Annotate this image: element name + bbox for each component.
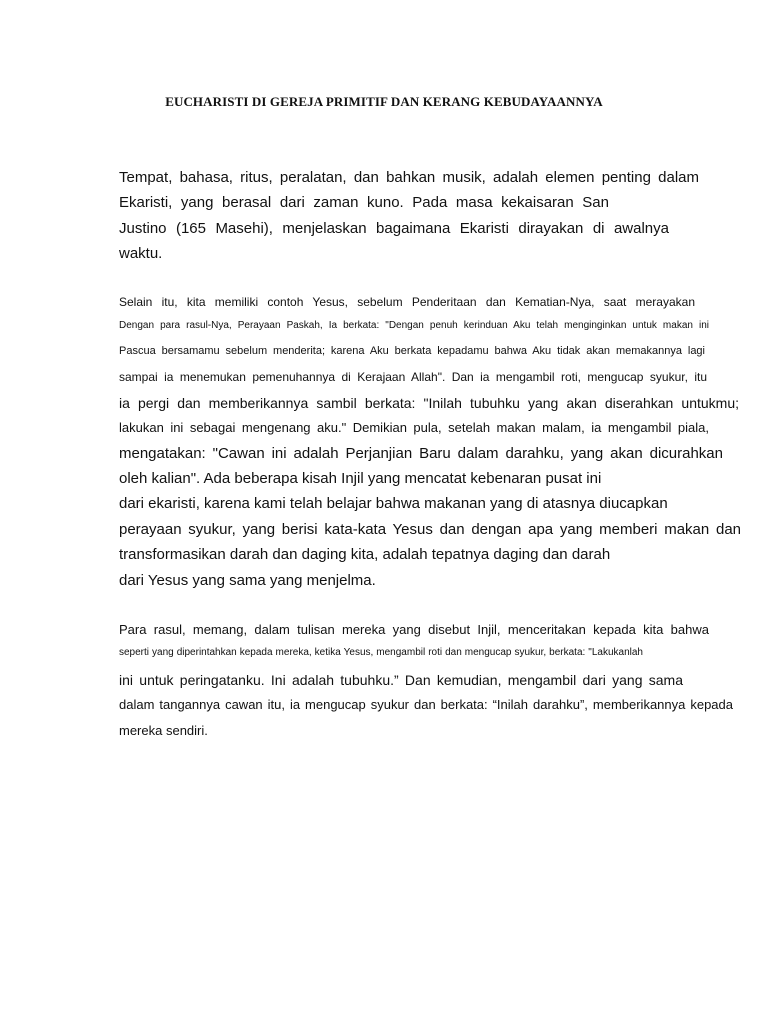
paragraph-2-line: dari ekaristi, karena kami telah belajar bahwa makanan yang di atasnya diucapkan (119, 495, 668, 512)
paragraph-2-line: Selain itu, kita memiliki contoh Yesus, sebelum Penderitaan dan Kematian-Nya, saat merayakan (119, 295, 695, 309)
paragraph-2-line: sampai ia menemukan pemenuhannya di Kerajaan Allah". Dan ia mengambil roti, mengucap syukur, itu (119, 370, 707, 384)
paragraph-3-line: dalam tangannya cawan itu, ia mengucap syukur dan berkata: “Inilah darahku”, memberikannya kepada (119, 697, 733, 712)
paragraph-2-line: Dengan para rasul-Nya, Perayaan Paskah, Ia berkata: "Dengan penuh kerinduan Aku telah menginginkan untuk makan ini (119, 320, 709, 331)
paragraph-2-line: ia pergi dan memberikannya sambil berkata: "Inilah tubuhku yang akan diserahkan untukmu; (119, 395, 739, 411)
paragraph-1-line: Justino (165 Masehi), menjelaskan bagaimana Ekaristi dirayakan di awalnya (119, 220, 669, 237)
paragraph-3-line: ini untuk peringatanku. Ini adalah tubuhku.” Dan kemudian, mengambil dari yang sama (119, 672, 683, 688)
paragraph-3-line: mereka sendiri. (119, 723, 208, 738)
paragraph-3-line: Para rasul, memang, dalam tulisan mereka yang disebut Injil, menceritakan kepada kita bahwa (119, 622, 709, 637)
paragraph-2-line: mengatakan: "Cawan ini adalah Perjanjian Baru dalam darahku, yang akan dicurahkan (119, 445, 723, 462)
paragraph-2-line: dari Yesus yang sama yang menjelma. (119, 572, 376, 589)
paragraph-3-line: seperti yang diperintahkan kepada mereka, ketika Yesus, mengambil roti dan mengucap syukur, berkata: "Lakukanlah (119, 647, 643, 658)
paragraph-1-line: Ekaristi, yang berasal dari zaman kuno. Pada masa kekaisaran San (119, 194, 609, 211)
paragraph-2-line: Pascua bersamamu sebelum menderita; karena Aku berkata kepadamu bahwa Aku tidak akan memakannya lagi (119, 345, 705, 357)
paragraph-2-line: lakukan ini sebagai mengenang aku." Demikian pula, setelah makan malam, ia mengambil piala, (119, 420, 709, 435)
paragraph-1-line: waktu. (119, 245, 163, 262)
paragraph-2-line: perayaan syukur, yang berisi kata-kata Yesus dan dengan apa yang memberi makan dan (119, 521, 741, 538)
paragraph-2-line: transformasikan darah dan daging kita, adalah tepatnya daging dan darah (119, 546, 611, 563)
document-title: EUCHARISTI DI GEREJA PRIMITIF DAN KERANG KEBUDAYAANNYA (165, 94, 603, 109)
paragraph-2-line: oleh kalian". Ada beberapa kisah Injil yang mencatat kebenaran pusat ini (119, 470, 602, 487)
paragraph-1-line: Tempat, bahasa, ritus, peralatan, dan bahkan musik, adalah elemen penting dalam (119, 169, 699, 186)
